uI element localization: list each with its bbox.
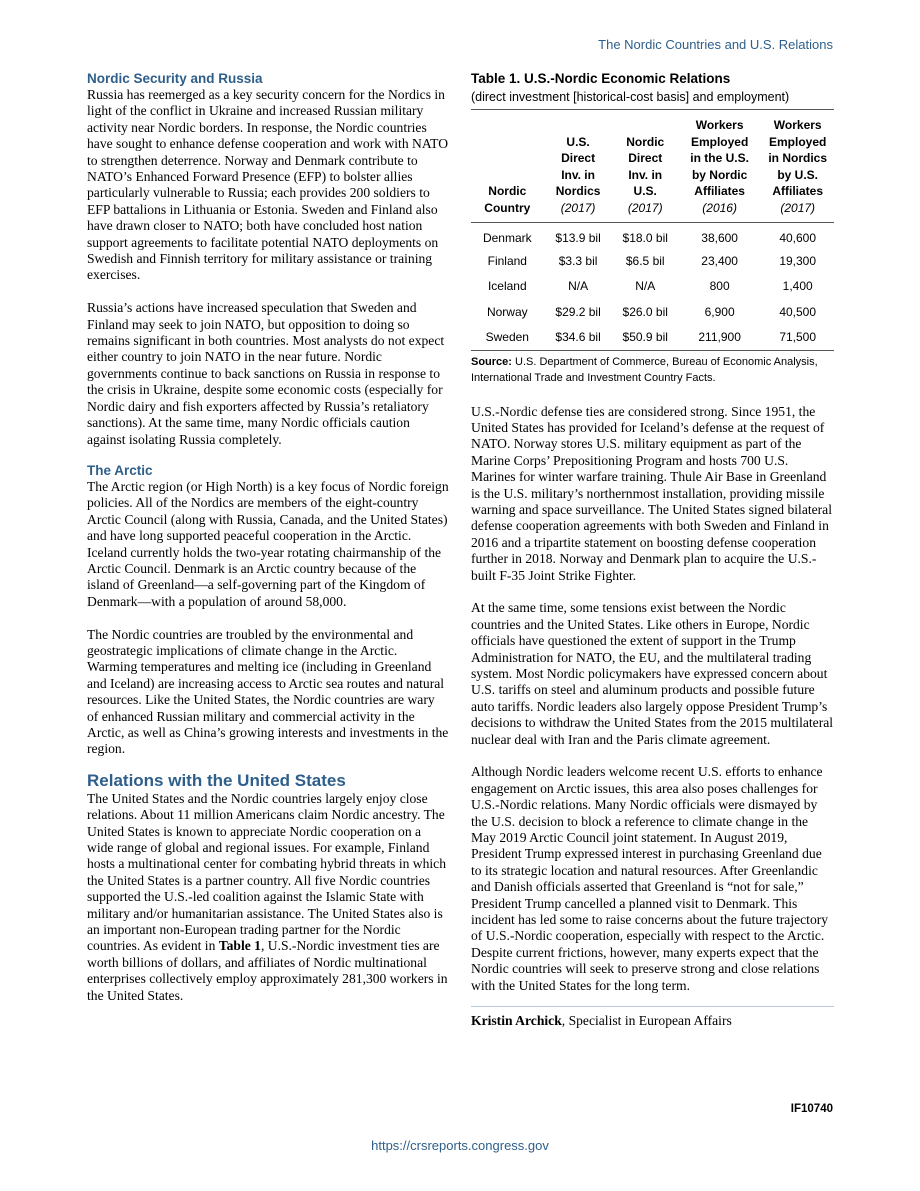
table-source [471,354,834,386]
header-label-line: Nordic [488,184,527,198]
country-cell: Iceland [487,279,527,294]
table-row [471,223,834,249]
header-year: (2016) [702,200,737,215]
value-cell: $13.9 bil [555,230,601,245]
header-label-line: Affiliates [772,184,824,198]
author-name: Kristin Archick [471,1013,562,1029]
economic-relations-table [471,109,834,351]
paragraph-us-relations-part-a: The United States and the Nordic countries largely enjoy close relations. About 11 million Americans claim Nordic ancestry. The United States is known to appreciate Nordic cooperation on a wide range of global and regional issues. For example, Finland hosts a multinational center for combating hybrid threats in which the United States is a partner country. All five Nordic countries supported the U.S.-led coalition against the Islamic State with military and/or humanitarian assistance. The United States also is an important non-European trading partner for the Nordic countries. As evident in [87,790,447,954]
header-label-line: Nordics [555,184,601,198]
value-cell: 6,900 [704,304,735,319]
value-cell: $26.0 bil [622,304,668,319]
paragraph-tensions: At the same time, some tensions exist between the Nordic countries and the United States. Like others in Europe, Nordic officials have questioned the extent of support in the Trump Administration for NATO, the EU, and the multilateral trading system. Most Nordic policymakers have expressed concern about U.S. tariffs on steel and aluminum products and possible future auto tariffs. Nordic leaders also largely oppose President Trump’s decisions to withdraw the United States from the 2015 multilateral nuclear deal with Iran and the Paris climate agreement. [471,600,834,747]
value-cell: N/A [635,279,656,294]
header-label-line: Employed [690,134,749,149]
value-cell: N/A [568,279,589,294]
header-label-line: in Nordics [768,151,828,165]
header-label-line: Inv. in [561,167,595,182]
value-cell: 800 [709,279,730,294]
value-cell: 19,300 [779,253,817,268]
country-cell: Finland [487,253,527,268]
table-row [471,325,834,351]
value-cell: $29.2 bil [555,304,601,319]
header-year: (2017) [560,200,596,215]
value-cell: 40,600 [779,230,817,245]
header-year: (2017) [780,200,816,215]
document-id: IF10740 [790,1103,833,1115]
country-cell: Denmark [482,230,532,245]
source-label: Source: [471,355,512,368]
paragraph-us-relations [87,791,449,1004]
table-header-row [471,110,834,223]
left-column [87,70,449,1004]
value-cell: 211,900 [678,325,761,351]
table-row [471,274,834,300]
table-header-cell [471,110,544,223]
paragraph-arctic-2: The Nordic countries are troubled by the environmental and geostrategic implications of climate change in the Arctic. Warming temperatures and melting ice (including in Greenland and Iceland) are increasing access to Arctic sea routes and natural resources. Like the United States, the Nordic countries are wary of enhanced Russian military and commercial activity in the Arctic, as well as China’s growing interests and investments in the region. [87,626,449,757]
table-header-cell [761,110,834,223]
paragraph-arctic-challenges: Although Nordic leaders welcome recent U.S. efforts to enhance engagement on Arctic issues, this area also poses challenges for U.S.-Nordic relations. Many Nordic officials were dismayed by the U.S. decision to block a reference to climate change in the May 2019 Arctic Council joint statement. In August 2019, President Trump expressed interest in purchasing Greenland due to its strategic location and natural resources. After Greenlandic and Danish officials asserted that Greenland is “not for sale,” President Trump cancelled a planned visit to Denmark. This incident has led some to raise concerns about the future trajectory of U.S.-Nordic cooperation, especially with respect to the Arctic. Despite current frictions, however, many experts expect that the Nordic countries will seek to preserve strong and close relations with the United States for the long term. [471,764,829,993]
header-label-line: Direct [561,151,596,165]
author-line [471,1013,834,1029]
right-column [471,70,834,1029]
header-label-line: Direct [628,151,663,165]
header-label-line: Affiliates [694,184,745,198]
table-row [471,299,834,325]
table-subtitle: (direct investment [historical-cost basis] and employment) [471,90,790,104]
value-cell: $18.0 bil [622,230,668,245]
header-label-line: by Nordic [691,167,748,182]
paragraph-security-1: Russia has reemerged as a key security concern for the Nordics in light of the conflict in Ukraine and increased Russian military activity near Nordic borders. In response, the Nordic countries have sought to enhance defense cooperation and work with NATO to strengthen deterrence. Norway and Denmark contribute to NATO’s Enhanced Forward Presence (EFP) to bolster allies particularly vulnerable to Russia; each provides 200 soldiers to EFP battalions in Lithuania or Estonia. Sweden and Finland also have drawn closer to NATO; both have concluded host nation support agreements to facilitate potential NATO deployments on Swedish and Finnish territory for military assistance or training exercises. [87,87,449,283]
table-header-cell [613,110,678,223]
paragraph-arctic-1: The Arctic region (or High North) is a key focus of Nordic foreign policies. All of the Nordics are members of the eight-country Arctic Council (along with Russia, Canada, and the United States) and have long supported peaceful cooperation in the Arctic. Iceland currently holds the two-year rotating chairmanship of the Arctic Council. Denmark is an Arctic country because of the island of Greenland—a self-governing part of the Kingdom of Denmark—with a population of around 58,000. [87,478,449,609]
table-reference: Table 1 [218,938,261,954]
table-body [471,223,834,351]
header-year: (2017) [627,200,663,215]
header-label-line: Country [484,200,531,215]
value-cell: 1,400 [782,279,813,294]
header-label-line: Nordic [626,134,665,149]
section-heading-arctic: The Arctic [87,462,153,478]
country-cell: Norway [486,304,528,319]
footer-link[interactable]: https://crsreports.congress.gov [371,1138,549,1153]
running-header-title: The Nordic Countries and U.S. Relations [598,37,833,52]
value-cell: $6.5 bil [625,253,665,268]
country-cell: Sweden [471,325,544,351]
table-row [471,248,834,274]
header-label-line: in the U.S. [690,151,749,165]
table-header-cell [678,110,761,223]
paragraph-us-relations-part-b: , U.S.-Nordic investment ties are worth billions of dollars, and affiliates of Nordic multinational enterprises collectively employ approximately 281,300 workers in the United States. [87,938,448,1003]
paragraph-defense-ties: U.S.-Nordic defense ties are considered strong. Since 1951, the United States has provided for Iceland’s defense at the request of NATO. Norway stores U.S. military equipment as part of the Marine Corps’ Prepositioning Program and hosts 700 U.S. Marines for winter warfare training. Thule Air Base in Greenland is the U.S. military’s northernmost installation, providing missile warning and space surveillance. The United States signed bilateral defense cooperation agreements with both Sweden and Finland in 2016 and a tripartite statement on boosting defense cooperation further in 2018. Norway and Denmark plan to acquire the U.S.-built F-35 Joint Strike Fighter. [471,403,832,583]
author-title: , Specialist in European Affairs [561,1013,732,1029]
header-label-line: U.S. [633,184,657,198]
section-heading-us-relations: Relations with the United States [87,770,346,790]
header-label-line: Inv. in [628,167,663,182]
author-divider [471,1006,834,1007]
value-cell: $50.9 bil [613,325,678,351]
table-title: Table 1. U.S.-Nordic Economic Relations [471,71,731,86]
value-cell: 71,500 [761,325,834,351]
value-cell: 40,500 [779,304,817,319]
source-text: U.S. Department of Commerce, Bureau of Economic Analysis, International Trade and Investment Country Facts. [471,355,818,384]
header-label-line: by U.S. [777,167,819,182]
value-cell: 38,600 [701,230,738,245]
paragraph-security-2: Russia’s actions have increased speculation that Sweden and Finland may seek to join NATO, but opposition to doing so remains significant in both countries. Most analysts do not expect either country to join NATO in the near future. Nordic governments continue to back sanctions on Russia in response to the crisis in Ukraine, despite some economic costs (especially for Nordic dairy and fish exporters affected by Russia’s retaliatory sanctions). At the same time, many Nordic officials caution against isolating Russia completely. [87,300,445,447]
section-heading-nordic-security: Nordic Security and Russia [87,71,263,86]
header-label-line: Employed [769,134,827,149]
header-label-line: Workers [773,118,822,132]
value-cell: $34.6 bil [544,325,613,351]
header-label-line: U.S. [566,134,590,149]
value-cell: 23,400 [701,253,738,268]
table-header-cell [544,110,613,223]
value-cell: $3.3 bil [558,253,598,268]
header-label-line: Workers [695,118,744,132]
